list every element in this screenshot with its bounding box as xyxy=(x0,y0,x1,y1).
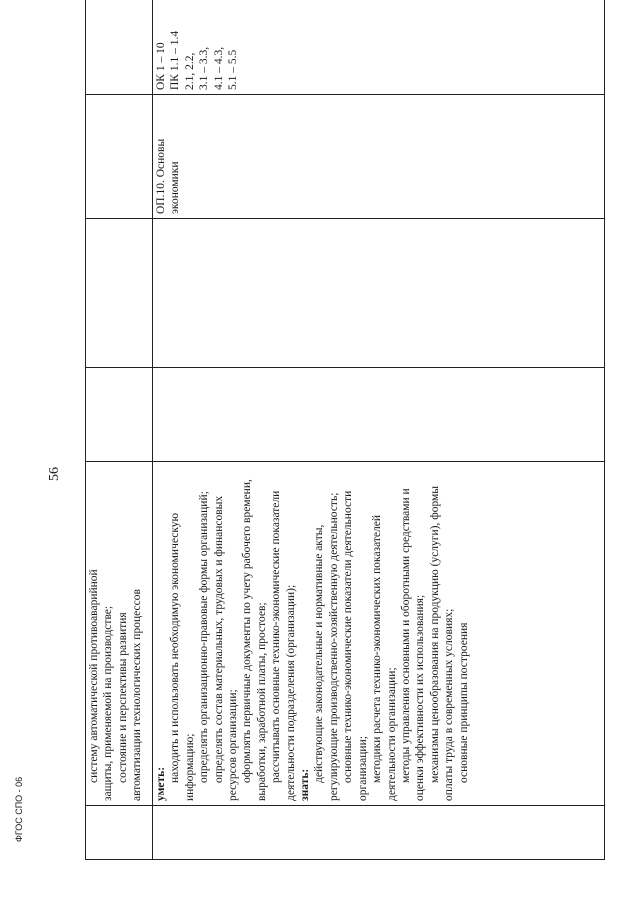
knowledge-item: механизмы ценообразования на продукцию (услуги), формы оплаты труда в современных условиях; xyxy=(428,485,456,801)
skill-item: определять состав материальных, трудовых и финансовых ресурсов организации; xyxy=(212,495,240,801)
content-line: систему автоматической противоаварийной xyxy=(88,569,100,783)
competency-code: 2.1, 2.2, xyxy=(183,52,196,90)
skill-item: рассчитывать основные технико-экономические показатели деятельности подразделения (организации); xyxy=(270,490,297,801)
skill-item: находить и использовать необходимую экономическую информацию; xyxy=(169,512,196,801)
knowledge-item: основные технико-экономические показатели деятельности организации; xyxy=(342,490,369,801)
page-number: 56 xyxy=(47,467,62,481)
knowledge-item: действующие законодательные и нормативные акты, регулирующие производственно-хозяйственную деятельность; xyxy=(313,492,340,801)
table-cell xyxy=(86,219,153,368)
knowledge-item: методы управления основными и оборотными средствами и оценки эффективности их использования; xyxy=(399,488,427,801)
content-line: защиты, применяемой на производстве; xyxy=(102,605,115,801)
znat-header: знать: xyxy=(299,768,312,801)
table-cell xyxy=(86,368,153,462)
discipline-name: ОП.10. Основы экономики xyxy=(155,138,182,214)
curriculum-table xyxy=(85,0,605,860)
discipline-cell xyxy=(153,95,605,219)
competencies-cell xyxy=(153,0,605,95)
competency-code: 4.1 – 4.3, xyxy=(212,46,225,90)
table-cell xyxy=(86,95,153,219)
knowledge-item: основные принципы построения xyxy=(457,622,470,783)
competency-code: 3.1 – 3.3, xyxy=(198,46,211,90)
skill-item: оформлять первичные документы по учету рабочего времени, выработки, заработной платы, простоев; xyxy=(241,479,268,801)
footer-label: ФГОС СПО - 06 xyxy=(14,776,24,842)
rotated-page xyxy=(85,30,605,860)
table-cell xyxy=(153,368,605,462)
table-cell xyxy=(153,806,605,860)
umet-header: уметь: xyxy=(155,766,167,801)
table-row xyxy=(86,0,153,860)
competency-code: ПК 1.1 – 1.4 xyxy=(169,30,182,90)
skill-item: определять организационно-правовые формы организаций; xyxy=(198,491,211,783)
knowledge-item: методики расчета технико-экономических показателей деятельности организации; xyxy=(371,514,398,801)
content-line: состояние и перспективы развития xyxy=(116,612,129,783)
table-cell xyxy=(86,0,153,95)
content-line: автоматизации технологических процессов xyxy=(131,589,144,801)
content-cell xyxy=(153,462,605,806)
table-cell xyxy=(153,219,605,368)
content-cell xyxy=(86,462,153,806)
table-cell xyxy=(86,806,153,860)
competency-code: ОК 1 – 10 xyxy=(155,42,167,90)
competency-code: 5.1 – 5.5 xyxy=(227,49,240,90)
table-row xyxy=(153,0,605,860)
